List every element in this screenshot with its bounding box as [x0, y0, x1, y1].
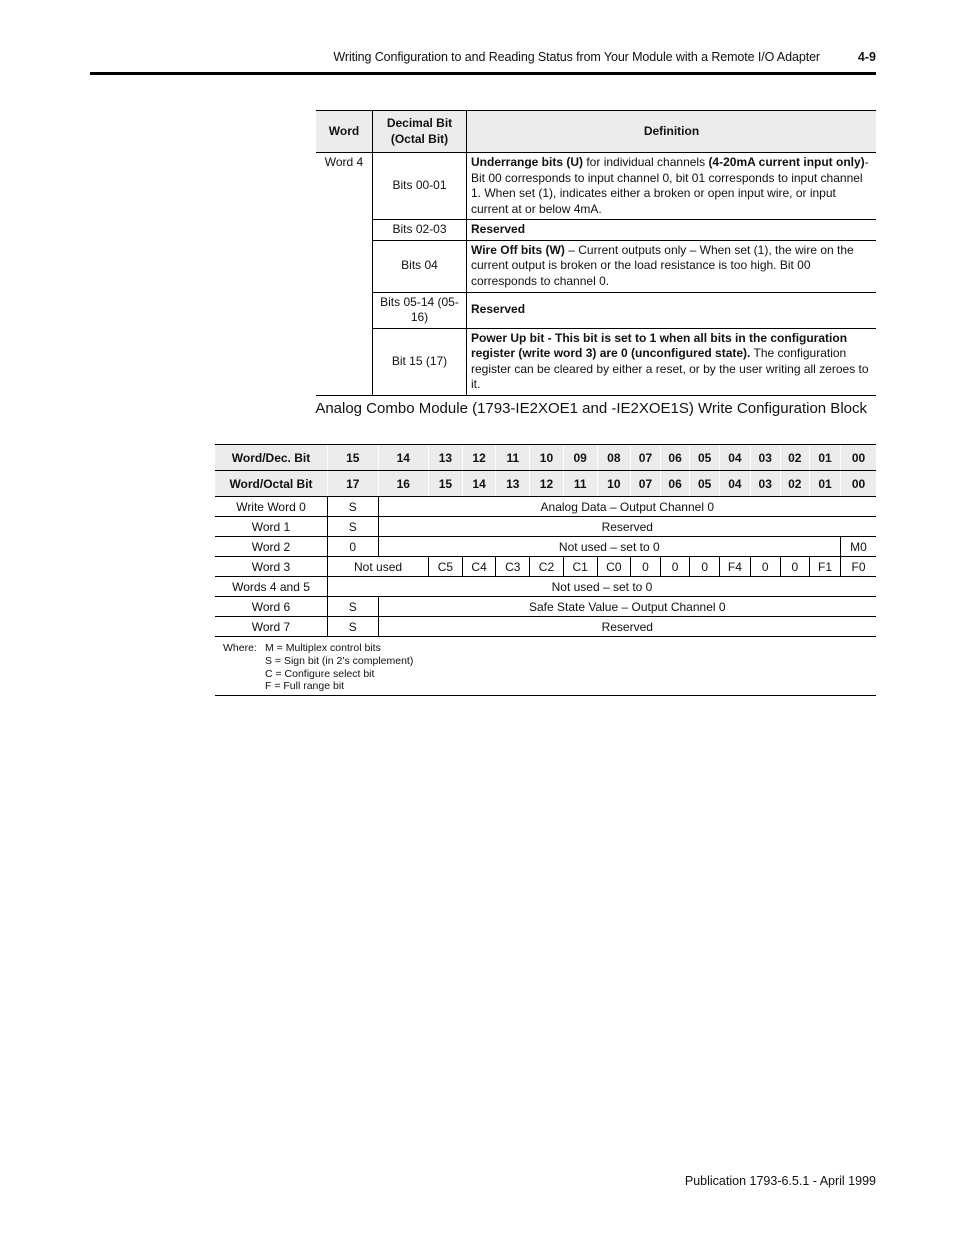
header-rule	[90, 72, 876, 75]
bit-field: S	[328, 617, 379, 637]
bit-field: C1	[563, 557, 597, 577]
definition-term: Reserved	[471, 302, 526, 317]
bit-field: 0	[328, 537, 379, 557]
bit-number: 17	[328, 471, 379, 497]
bit-number: 15	[429, 471, 463, 497]
bit-number: 12	[462, 445, 496, 471]
bit-range: Bit 15 (17)	[373, 328, 467, 395]
bit-number: 09	[563, 445, 597, 471]
definition-text: The configuration register can be cleared by either a reset, or by the user writing all zeroes to it.	[471, 346, 869, 391]
write-configuration-block-table	[215, 444, 876, 637]
legend-items	[265, 642, 876, 693]
word-label: Write Word 0	[215, 497, 328, 517]
word-label: Word 6	[215, 597, 328, 617]
bit-field: 0	[690, 557, 720, 577]
definition-table-header	[316, 111, 876, 153]
bit-number: 03	[750, 471, 780, 497]
bit-number: 14	[378, 445, 429, 471]
col-header-word: Word	[316, 111, 373, 153]
definition-term: (4-20mA current input only)	[708, 155, 865, 169]
bit-field: C4	[462, 557, 496, 577]
bit-field: 0	[660, 557, 690, 577]
bit-number: 16	[378, 471, 429, 497]
bit-number: 12	[530, 471, 564, 497]
bit-number: 13	[429, 445, 463, 471]
table-row	[215, 577, 876, 597]
bit-number: 06	[660, 445, 690, 471]
bit-number: 03	[750, 445, 780, 471]
table-row	[316, 292, 876, 328]
definition-text: - Bit 00 corresponds to input channel 0, bit 01 corresponds to input channel 1. When set (1), indicates either a broken or open input wire, or input current at or below 4mA.	[471, 155, 869, 216]
bit-field: F0	[841, 557, 876, 577]
word-label: Word 3	[215, 557, 328, 577]
bit-field: 0	[780, 557, 810, 577]
bit-field: 0	[631, 557, 661, 577]
table-row	[215, 497, 876, 517]
bit-number: 02	[780, 471, 810, 497]
bit-field: C5	[429, 557, 463, 577]
definition-term: Underrange bits (U)	[471, 155, 584, 169]
word-label: Word 4	[316, 153, 373, 396]
word-label: Word 7	[215, 617, 328, 637]
bit-definition	[467, 292, 877, 328]
bit-definition	[467, 220, 877, 241]
bit-number: 02	[780, 445, 810, 471]
bit-field: Analog Data – Output Channel 0	[378, 497, 876, 517]
bit-number: 11	[563, 471, 597, 497]
col-header-definition: Definition	[467, 111, 877, 153]
bit-number: 04	[719, 471, 750, 497]
bit-field: S	[328, 597, 379, 617]
bit-field: C2	[530, 557, 564, 577]
table-row	[316, 220, 876, 241]
bit-number: 15	[328, 445, 379, 471]
bit-definition	[467, 328, 877, 395]
bit-range: Bits 04	[373, 240, 467, 292]
table-row	[316, 153, 876, 220]
bit-definition	[467, 153, 877, 220]
bit-field: Not used – set to 0	[328, 577, 877, 597]
bit-field: M0	[841, 537, 876, 557]
word4-definition-table	[316, 110, 876, 396]
page-number: 4-9	[857, 50, 876, 64]
bit-field: C0	[597, 557, 631, 577]
bit-field: C3	[496, 557, 530, 577]
bit-field: F1	[810, 557, 841, 577]
col-header-bit: Decimal Bit (Octal Bit)	[373, 111, 467, 153]
bit-number: 06	[660, 471, 690, 497]
legend	[215, 642, 876, 696]
word-label: Words 4 and 5	[215, 577, 328, 597]
table-row	[215, 597, 876, 617]
bit-number: 05	[690, 471, 720, 497]
bit-number: 01	[810, 445, 841, 471]
bit-field: Not used – set to 0	[378, 537, 841, 557]
bit-header-row	[215, 445, 876, 471]
word-label: Word 2	[215, 537, 328, 557]
definition-term: Wire Off bits (W)	[471, 242, 565, 257]
bit-number: 00	[841, 471, 876, 497]
bit-field: Reserved	[378, 617, 876, 637]
table-row	[316, 328, 876, 395]
running-header-title: Writing Configuration to and Reading Status from Your Module with a Remote I/O Adapter	[333, 50, 820, 64]
bit-number: 10	[597, 471, 631, 497]
bit-field: S	[328, 517, 379, 537]
table-row	[215, 517, 876, 537]
table-row	[215, 557, 876, 577]
legend-item: C = Configure select bit	[265, 667, 375, 680]
definition-text: for individual channels	[583, 155, 709, 169]
bit-header-row	[215, 471, 876, 497]
legend-item: F = Full range bit	[265, 680, 345, 693]
config-block-caption: Analog Combo Module (1793-IE2XOE1 and -IE2XOE1S) Write Configuration Block	[315, 400, 867, 417]
bit-field: Not used	[328, 557, 429, 577]
bit-range: Bits 02-03	[373, 220, 467, 241]
bit-field: Reserved	[378, 517, 876, 537]
bit-number: 10	[530, 445, 564, 471]
word-label: Word 1	[215, 517, 328, 537]
definition-text: – Current outputs only – When set (1), the wire on the current output is broken or the load resistance is too high. Bit 00 corresponds to channel 0.	[471, 242, 854, 288]
bit-number: 00	[841, 445, 876, 471]
definition-term: Power Up bit - This bit is set to 1 when all bits in the configuration register (write word 3) are 0 (unconfigured state).	[471, 330, 848, 360]
legend-item: M = Multiplex control bits	[265, 642, 381, 654]
bit-number: 05	[690, 445, 720, 471]
publication-footer: Publication 1793-6.5.1 - April 1999	[684, 1174, 876, 1188]
bit-range: Bits 00-01	[373, 153, 467, 220]
bit-header-label: Word/Dec. Bit	[215, 445, 328, 471]
legend-where-label: Where:	[223, 642, 257, 654]
bit-number: 07	[631, 445, 661, 471]
bit-definition	[467, 240, 877, 292]
bit-number: 11	[496, 445, 530, 471]
bit-field: Safe State Value – Output Channel 0	[378, 597, 876, 617]
definition-term: Reserved	[471, 222, 526, 236]
bit-field: S	[328, 497, 379, 517]
bit-field: 0	[750, 557, 780, 577]
bit-number: 04	[719, 445, 750, 471]
table-row	[215, 617, 876, 637]
legend-item: S = Sign bit (in 2’s complement)	[265, 654, 414, 667]
bit-field: F4	[719, 557, 750, 577]
bit-number: 13	[496, 471, 530, 497]
bit-number: 08	[597, 445, 631, 471]
bit-number: 14	[462, 471, 496, 497]
table-row	[316, 240, 876, 292]
bit-number: 01	[810, 471, 841, 497]
bit-range: Bits 05-14 (05-16)	[373, 292, 467, 328]
bit-number: 07	[631, 471, 661, 497]
bit-header-label: Word/Octal Bit	[215, 471, 328, 497]
table-row	[215, 537, 876, 557]
